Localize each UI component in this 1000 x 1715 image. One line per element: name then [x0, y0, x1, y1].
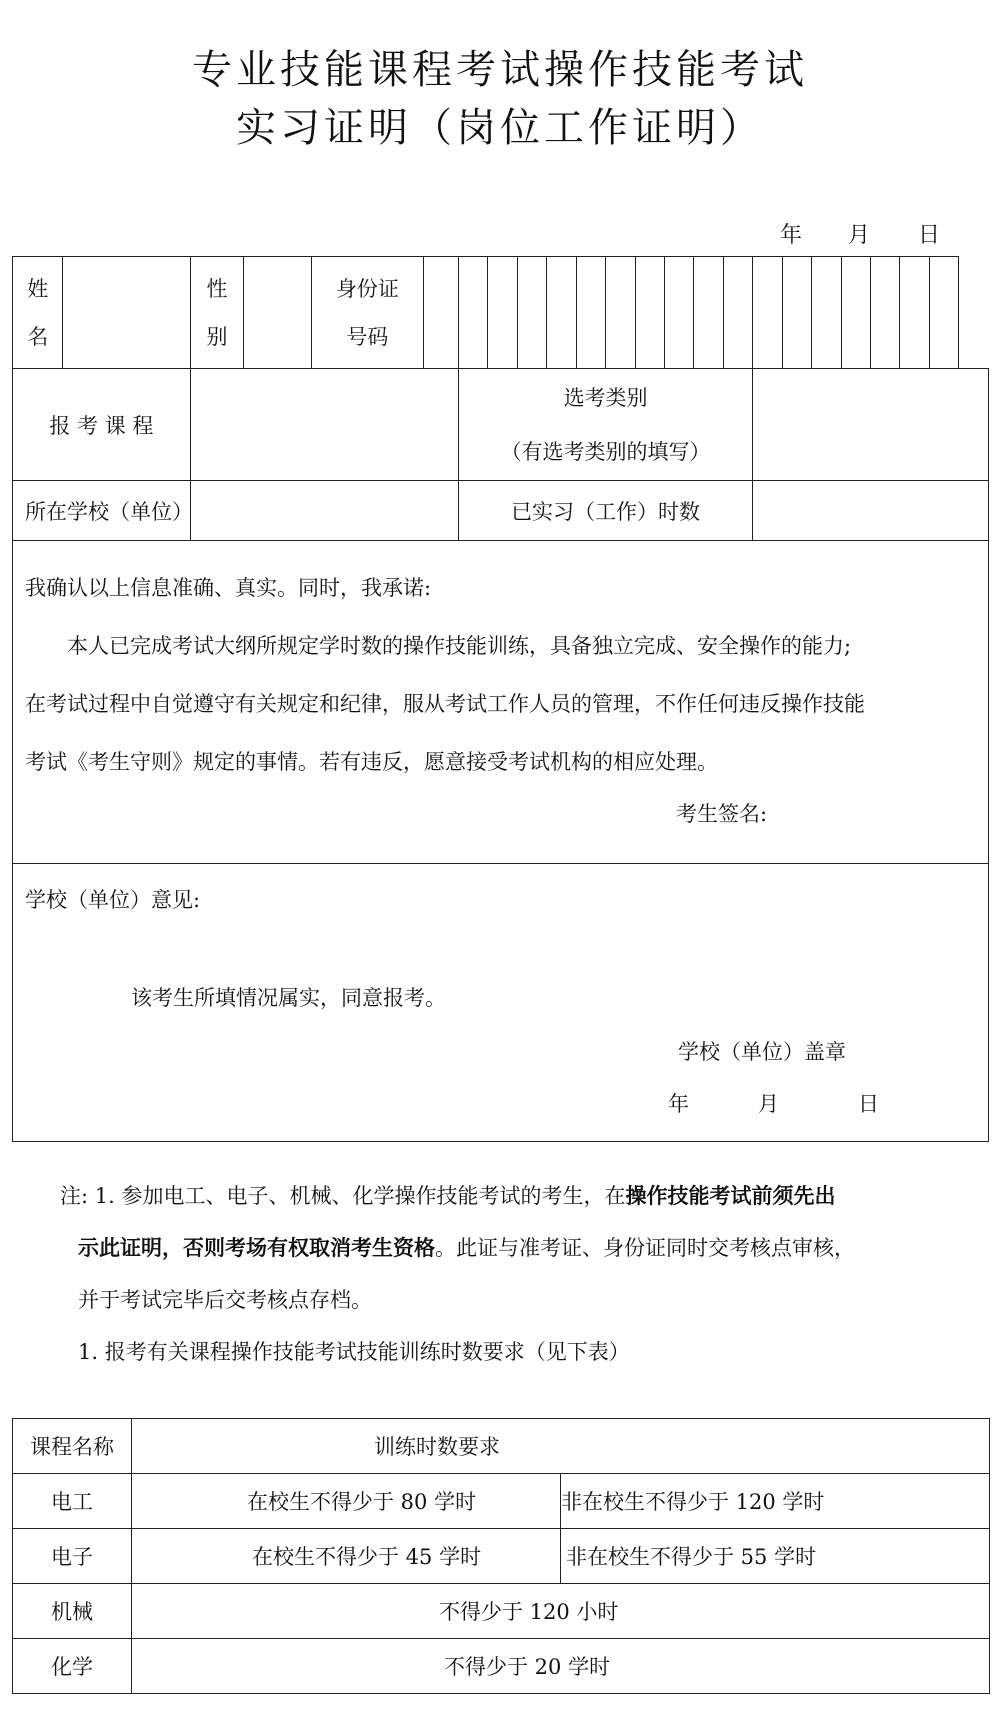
table-row: [13, 1584, 990, 1639]
note2: 1. 报考有关课程操作技能考试技能训练时数要求（见下表）: [78, 1340, 630, 1364]
certificate-form-table: [12, 256, 989, 1142]
gender-field[interactable]: [244, 257, 311, 369]
candidate-signature-label: 考生签名:: [676, 802, 768, 826]
id-digit-box[interactable]: [900, 257, 929, 369]
id-digit-box[interactable]: [458, 257, 487, 369]
id-digit-box[interactable]: [424, 257, 459, 369]
requirement-cell: 在校生不得少于 45 学时: [132, 1529, 561, 1584]
table-row: [13, 1474, 990, 1529]
school-opinion-label: 学校（单位）意见:: [25, 888, 201, 912]
seal-date-day: 日: [858, 1092, 879, 1116]
document-title-line2: 实习证明（岗位工作证明）: [236, 105, 764, 151]
note1-line1: 注: 1. 参加电工、电子、机械、化学操作技能考试的考生，在操作技能考试前须先出: [60, 1183, 836, 1208]
id-number-label: 身份证 号码: [311, 257, 424, 369]
id-digit-box[interactable]: [606, 257, 635, 369]
school-opinion: [13, 864, 989, 1142]
seal-date-month: 月: [758, 1092, 779, 1116]
category-field[interactable]: [753, 369, 989, 481]
training-hours-table: [12, 1418, 990, 1694]
gender-label: 性 别: [190, 257, 244, 369]
id-digit-box[interactable]: [841, 257, 870, 369]
school-opinion-text: 该考生所填情况属实，同意报考。: [131, 986, 446, 1010]
course-field[interactable]: [190, 369, 458, 481]
id-digit-box[interactable]: [664, 257, 693, 369]
note1-line3: 并于考试完毕后交考核点存档。: [78, 1288, 372, 1312]
hours-done-label: 已实习（工作）时数: [458, 481, 752, 541]
course-name-cell: 化学: [13, 1639, 132, 1694]
course-label: 报 考 课 程: [13, 369, 191, 481]
date-month-label: 月: [848, 223, 871, 248]
id-digit-box[interactable]: [488, 257, 517, 369]
category-label: 选考类别 （有选考类别的填写）: [458, 369, 752, 481]
id-digit-box[interactable]: [576, 257, 605, 369]
statement-line: 考试《考生守则》规定的事情。若有违反，愿意接受考试机构的相应处理。: [25, 750, 718, 774]
requirement-cell: 非在校生不得少于 55 学时: [561, 1529, 990, 1584]
id-digit-box[interactable]: [753, 257, 782, 369]
date-day-label: 日: [918, 223, 941, 248]
id-digit-box[interactable]: [517, 257, 546, 369]
course-name-cell: 机械: [13, 1584, 132, 1639]
id-digit-box[interactable]: [871, 257, 900, 369]
requirement-cell: 非在校生不得少于 120 学时: [561, 1474, 990, 1529]
requirement-cell: 不得少于 20 学时: [132, 1639, 990, 1694]
school-seal-label: 学校（单位）盖章: [678, 1040, 846, 1064]
requirement-cell: 在校生不得少于 80 学时: [132, 1474, 561, 1529]
statement-line: 在考试过程中自觉遵守有关规定和纪律，服从考试工作人员的管理，不作任何违反操作技能: [25, 692, 865, 716]
table-row: [13, 1529, 990, 1584]
name-field[interactable]: [63, 257, 190, 369]
school-field[interactable]: [190, 481, 458, 541]
statement-line: 本人已完成考试大纲所规定学时数的操作技能训练，具备独立完成、安全操作的能力;: [67, 634, 852, 658]
candidate-statement: [13, 541, 989, 864]
name-label: 姓 名: [13, 257, 63, 369]
date-year-label: 年: [780, 223, 803, 248]
id-digit-box[interactable]: [782, 257, 811, 369]
header-hours-requirement: 训练时数要求: [132, 1419, 990, 1474]
id-digit-box[interactable]: [723, 257, 752, 369]
statement-intro: 我确认以上信息准确、真实。同时，我承诺:: [25, 576, 432, 600]
seal-date-year: 年: [668, 1092, 689, 1116]
requirement-cell: 不得少于 120 小时: [132, 1584, 990, 1639]
document-title-line1: 专业技能课程考试操作技能考试: [192, 47, 808, 93]
table-row: [13, 1639, 990, 1694]
id-digit-box[interactable]: [812, 257, 841, 369]
id-digit-box[interactable]: [547, 257, 576, 369]
id-digit-box[interactable]: [635, 257, 664, 369]
id-digit-box[interactable]: [694, 257, 723, 369]
hours-done-field[interactable]: [753, 481, 989, 541]
course-name-cell: 电工: [13, 1474, 132, 1529]
course-name-cell: 电子: [13, 1529, 132, 1584]
id-digit-box[interactable]: [929, 257, 958, 369]
note1-line2: 示此证明，否则考场有权取消考生资格。此证与准考证、身份证同时交考核点审核，: [78, 1235, 855, 1260]
header-course-name: 课程名称: [13, 1419, 132, 1474]
school-label: 所在学校（单位）: [13, 481, 191, 541]
